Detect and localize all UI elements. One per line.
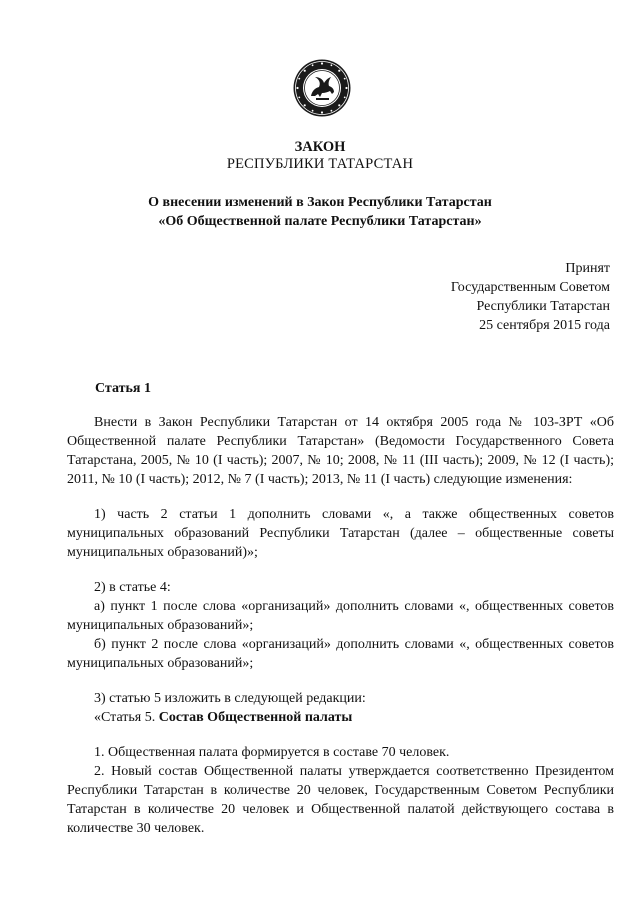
issuer-title: РЕСПУБЛИКИ ТАТАРСТАН <box>226 156 414 172</box>
amendment-item-2b: б) пункт 2 после слова «организаций» дополнить словами «, общественных советов муниципальных образований»; <box>67 637 614 671</box>
adoption-line-1: Принят <box>565 261 610 276</box>
amendment-item-3-heading: 3) статью 5 изложить в следующей редакции: <box>94 691 366 706</box>
quoted-article-5-title: Состав Общественной палаты <box>158 710 353 725</box>
adoption-block <box>370 259 610 335</box>
amendment-item-2-heading: 2) в статье 4: <box>94 580 171 595</box>
adoption-line-2: Государственным Советом <box>450 280 610 295</box>
amendment-item-1: 1) часть 2 статьи 1 дополнить словами «, а также общественных советов муниципальных образований Республики Татарстан (далее – общественные советы муниципальных образований)»; <box>67 507 614 560</box>
law-subject-line-2: «Об Общественной палате Республики Татарстан» <box>158 214 482 229</box>
article-1-intro: Внести в Закон Республики Татарстан от 14 октября 2005 года № 103-ЗРТ «Об Общественной палате Республики Татарстан» (Ведомости Государственного Совета Татарстана, 2005, № 10 (I часть); 2007, № 10; 2008, № 11 (III часть); 2009, № 12 (I часть); 2011, № 10 (I часть); 2012, № 7 (I часть); 2013, № 11 (I часть) следующие изменения: <box>67 415 614 487</box>
adoption-date: 25 сентября 2015 года <box>479 318 610 333</box>
quoted-article-5-prefix: «Статья 5. <box>94 710 156 725</box>
article-1-heading: Статья 1 <box>95 381 151 396</box>
quoted-article-5-heading <box>67 708 614 727</box>
adoption-line-3: Республики Татарстан <box>476 299 610 314</box>
document-type-title: ЗАКОН <box>294 139 346 155</box>
article-5-paragraph-2: 2. Новый состав Общественной палаты утверждается соответственно Президентом Республики Татарстан в количестве 20 человек, Государственным Советом Республики Татарстан в количестве 20 человек и Общественной палатой действующего состава в количестве 30 человек. <box>67 764 614 836</box>
law-subject-line-1: О внесении изменений в Закон Республики Татарстан <box>148 195 492 210</box>
law-subject <box>0 193 640 231</box>
article-5-paragraph-1: 1. Общественная палата формируется в составе 70 человек. <box>94 745 450 760</box>
article-1-body <box>67 413 614 838</box>
amendment-item-2a: а) пункт 1 после слова «организаций» дополнить словами «, общественных советов муниципальных образований»; <box>67 599 614 633</box>
coat-of-arms-icon <box>292 58 352 118</box>
